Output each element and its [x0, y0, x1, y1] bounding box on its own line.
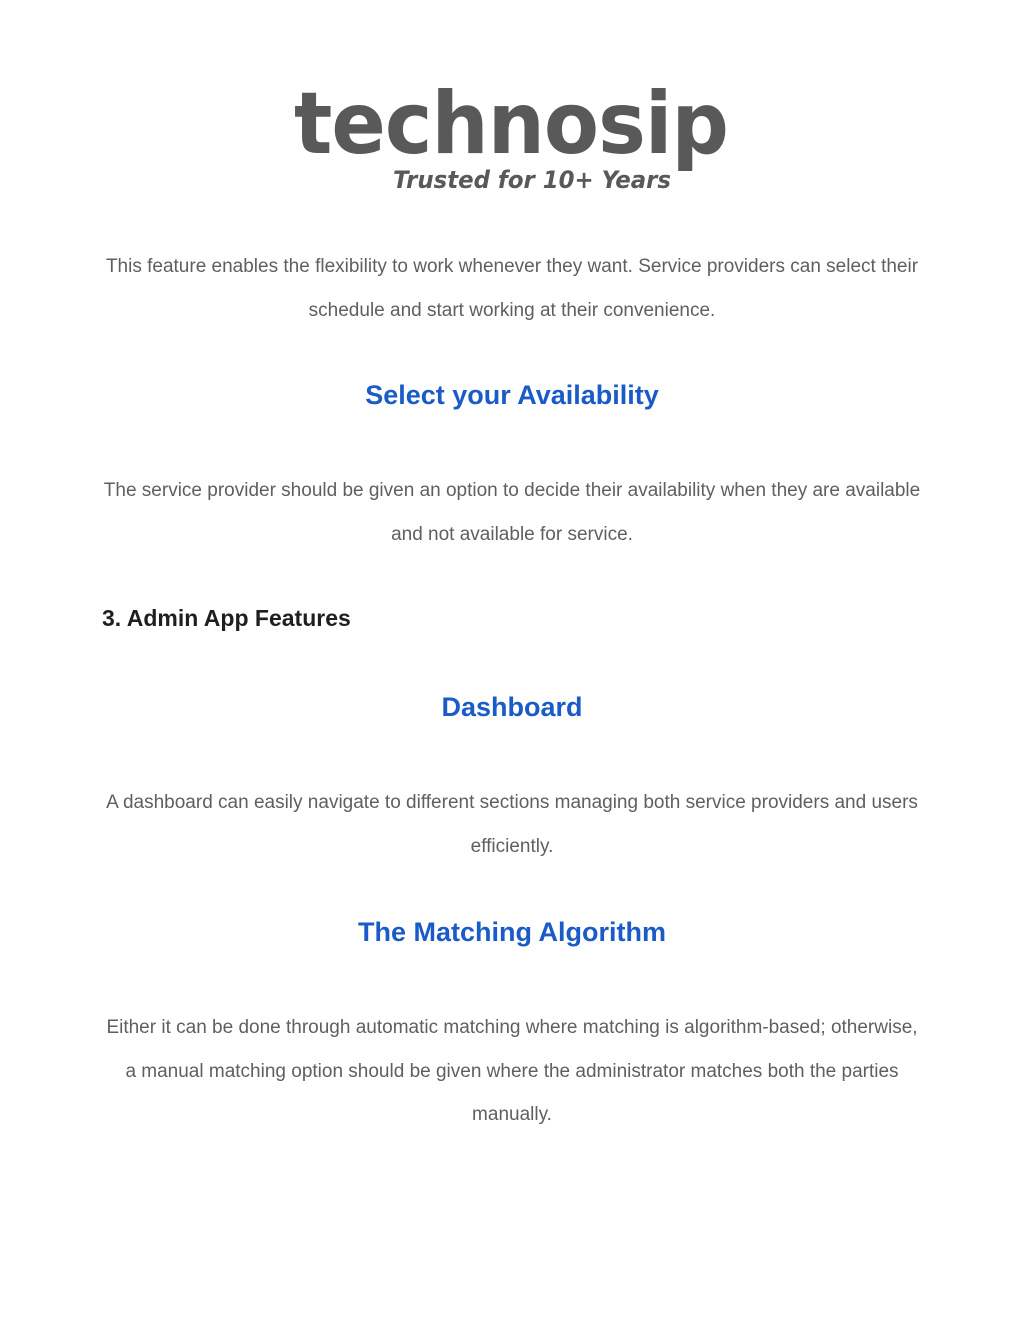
dashboard-heading: Dashboard [441, 692, 583, 722]
matching-heading: The Matching Algorithm [358, 917, 666, 947]
availability-paragraph: The service provider should be given an option to decide their availability when they are available and not available for service. [103, 480, 921, 545]
matching-paragraph: Either it can be done through automatic matching where matching is algorithm-based; otherwise, a manual matching option should be given where the administrator matches both the parties manually. [106, 1017, 918, 1125]
company-logo-graphic [292, 78, 732, 200]
intro-paragraph: This feature enables the flexibility to work whenever they want. Service providers can select their schedule and start working at their convenience. [105, 256, 919, 321]
dashboard-paragraph: A dashboard can easily navigate to different sections managing both service providers and users efficiently. [106, 792, 918, 857]
company-logo [292, 78, 732, 200]
admin-section-title: 3. Admin App Features [102, 605, 351, 631]
availability-heading: Select your Availability [365, 380, 659, 410]
logo-tagline: Trusted for 10+ Years [393, 166, 671, 194]
logo-wordmark: technosip [294, 78, 728, 174]
